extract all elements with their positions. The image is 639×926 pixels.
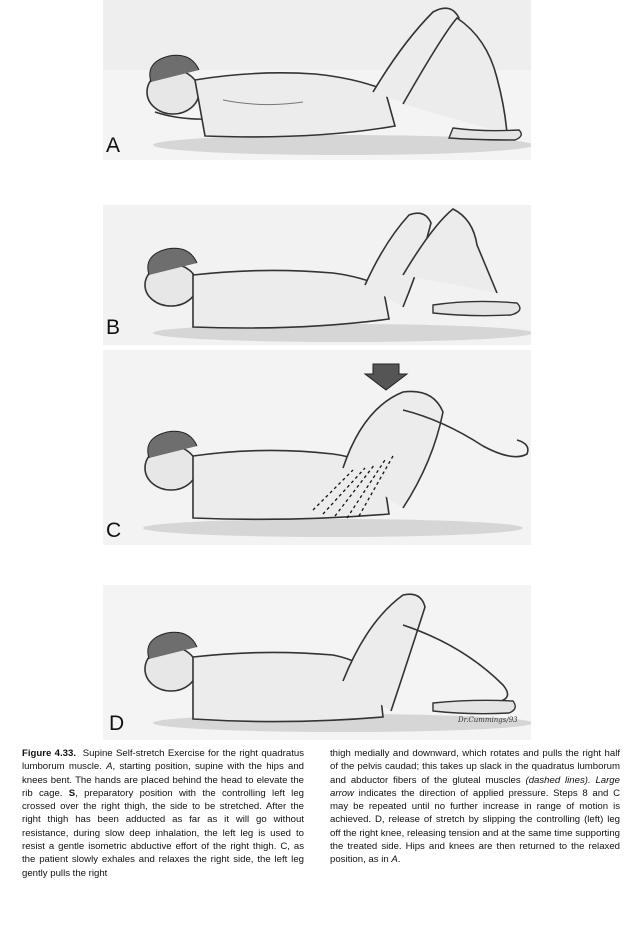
figure-panel-a — [103, 0, 531, 160]
artist-signature: Dr.Cummings/93 — [458, 716, 518, 724]
caption-text-segment: A — [391, 854, 398, 866]
figure-label: Figure 4.33. — [22, 748, 77, 759]
figure-panel-c — [103, 350, 531, 545]
figure-panel-d — [103, 585, 531, 740]
panel-label-d: D — [109, 712, 125, 735]
caption-text-segment: A — [106, 761, 113, 773]
caption-text-segment: S — [68, 787, 76, 799]
caption-text-segment: , starting position, supine with the hips and knees bent. The hands are placed behind the head to elevate the rib cage. — [22, 761, 305, 799]
caption-text-segment: indicates the direction of applied pressure. Steps 8 and C may be repeated until no further increase in range of motion is achieved. D, release of stretch by slipping the controlling (left) leg off the right knee, releasing tension and at the same time supporting the treated side. Hips and knees are then returned to the relaxed position, as in — [330, 787, 620, 866]
figure-caption-left-column — [22, 747, 304, 880]
caption-text-segment: . — [397, 854, 401, 866]
figure-panel-b — [103, 205, 531, 345]
supine-figure-c-illustration — [103, 350, 531, 545]
caption-body-right — [330, 748, 620, 865]
caption-text-segment: (dashed lines). Large arrow — [330, 774, 620, 799]
panel-label-b: B — [106, 316, 121, 339]
caption-body-left — [22, 761, 304, 878]
caption-text-segment: , preparatory position with the controlling left leg crossed over the right thigh, the side to be stretched. After the right thigh has been adducted as far as it will go without resistance, during slow deep inhalation, the left leg is used to resist a gentle isometric abductive effort of the right thigh. C, as the patient slowly exhales and relaxes the right side, the left leg gently pulls the right — [22, 787, 304, 879]
panel-label-a: A — [106, 134, 121, 157]
supine-figure-b-illustration — [103, 205, 531, 345]
panel-label-c: C — [106, 519, 122, 542]
figure-caption-right-column — [330, 747, 620, 867]
caption-text-segment: thigh medially and downward, which rotates and pulls the right half of the pelvis caudad; this takes up slack in the quadratus lumborum and abductor fibers of the gluteal muscles — [330, 748, 620, 786]
supine-figure-a-illustration — [103, 0, 531, 160]
figure-title: Supine Self-stretch Exercise for the right quadratus lumborum muscle. — [22, 748, 304, 773]
